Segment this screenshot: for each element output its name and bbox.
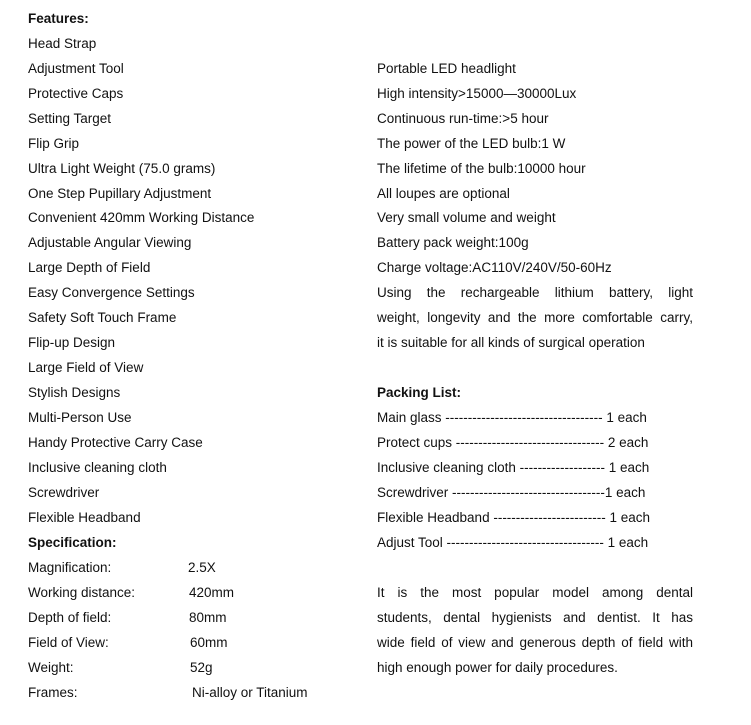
spec-row <box>28 605 358 630</box>
list-item: Flip Grip <box>28 136 80 151</box>
paragraph-line: students, dental hygienists and dentist. It has <box>377 610 693 625</box>
list-item: Adjust Tool ----------------------------------- 1 each <box>377 535 649 550</box>
spec-row <box>28 580 358 605</box>
packing-heading: Packing List: <box>377 385 462 400</box>
battery-paragraph <box>377 280 693 355</box>
list-item: Convenient 420mm Working Distance <box>28 210 255 225</box>
list-item: Screwdriver <box>28 485 100 500</box>
list-item: Very small volume and weight <box>377 210 556 225</box>
list-item: All loupes are optional <box>377 186 510 201</box>
paragraph-line: high enough power for daily procedures. <box>377 660 618 675</box>
list-item: The power of the LED bulb:1 W <box>377 136 566 151</box>
list-item: Charge voltage:AC110V/240V/50-60Hz <box>377 260 612 275</box>
list-item: Inclusive cleaning cloth ------------------- 1 each <box>377 460 650 475</box>
spec-label: Frames: <box>28 685 78 700</box>
list-item: Main glass ----------------------------------- 1 each <box>377 410 647 425</box>
specification-heading: Specification: <box>28 535 117 550</box>
spec-value: Ni-alloy or Titanium <box>192 685 308 700</box>
list-item: Flexible Headband ------------------------- 1 each <box>377 510 650 525</box>
list-item: Adjustment Tool <box>28 61 124 76</box>
list-item: Inclusive cleaning cloth <box>28 460 167 475</box>
spec-value: 420mm <box>189 585 235 600</box>
list-item: Setting Target <box>28 111 112 126</box>
spec-label: Depth of field: <box>28 610 112 625</box>
list-item: Protective Caps <box>28 86 124 101</box>
list-item: Easy Convergence Settings <box>28 285 195 300</box>
spec-row <box>28 555 358 580</box>
spec-label: Magnification: <box>28 560 112 575</box>
spec-row <box>28 655 358 680</box>
list-item: The lifetime of the bulb:10000 hour <box>377 161 586 176</box>
spec-label: Working distance: <box>28 585 136 600</box>
list-item: Head Strap <box>28 36 97 51</box>
list-item: Protect cups --------------------------------- 2 each <box>377 435 649 450</box>
list-item: Screwdriver ----------------------------------1 each <box>377 485 646 500</box>
list-item: Multi-Person Use <box>28 410 132 425</box>
list-item: Portable LED headlight <box>377 61 516 76</box>
paragraph-line: weight, longevity and the more comfortable carry, <box>377 310 693 325</box>
list-item: Stylish Designs <box>28 385 121 400</box>
list-item: Handy Protective Carry Case <box>28 435 203 450</box>
spec-value: 60mm <box>190 635 228 650</box>
list-item: High intensity>15000—30000Lux <box>377 86 577 101</box>
paragraph-line: it is suitable for all kinds of surgical operation <box>377 335 645 350</box>
list-item: Continuous run-time:>5 hour <box>377 111 549 126</box>
list-item: Battery pack weight:100g <box>377 235 529 250</box>
list-item: Large Depth of Field <box>28 260 151 275</box>
features-heading: Features: <box>28 11 89 26</box>
spec-label: Weight: <box>28 660 74 675</box>
list-item: Flip-up Design <box>28 335 116 350</box>
list-item: One Step Pupillary Adjustment <box>28 186 212 201</box>
spec-value: 2.5X <box>188 560 216 575</box>
list-item: Flexible Headband <box>28 510 141 525</box>
paragraph-line: wide field of view and generous depth of field with <box>377 635 693 650</box>
spec-value: 80mm <box>189 610 227 625</box>
spec-label: Field of View: <box>28 635 109 650</box>
spec-value: 52g <box>190 660 213 675</box>
description-paragraph <box>377 580 693 680</box>
spec-row <box>28 680 358 705</box>
list-item: Large Field of View <box>28 360 144 375</box>
list-item: Adjustable Angular Viewing <box>28 235 192 250</box>
list-item: Safety Soft Touch Frame <box>28 310 177 325</box>
list-item: Ultra Light Weight (75.0 grams) <box>28 161 216 176</box>
spec-row <box>28 630 358 655</box>
paragraph-line: It is the most popular model among dental <box>377 585 693 600</box>
paragraph-line: Using the rechargeable lithium battery, light <box>377 285 693 300</box>
